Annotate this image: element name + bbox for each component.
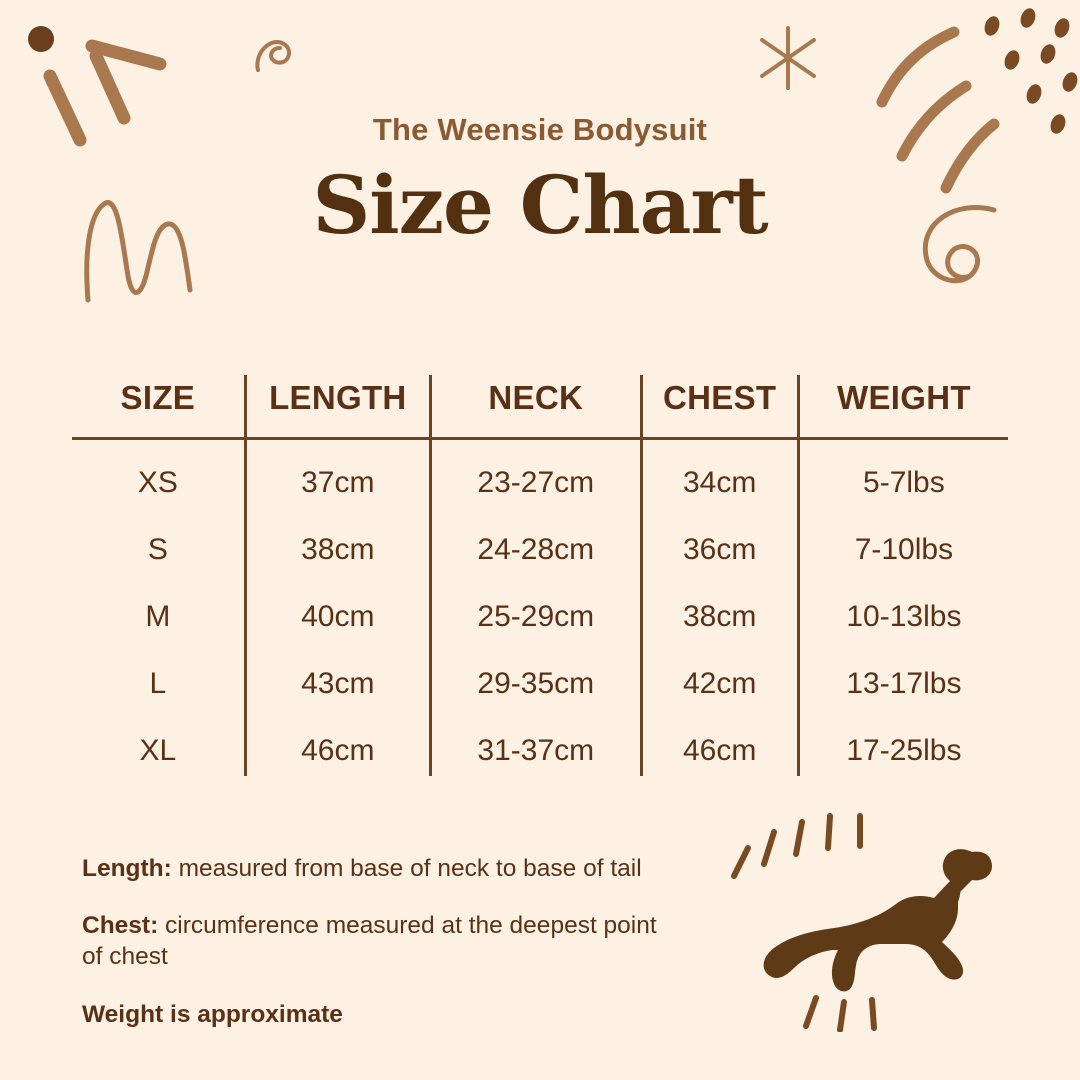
column-header-length: LENGTH: [245, 375, 430, 439]
sparkle-icon: [752, 22, 824, 94]
note-chest-text: circumference measured at the deepest point of chest: [82, 911, 657, 971]
cell-weight: 13-17lbs: [846, 667, 962, 700]
cell-chest: 36cm: [641, 516, 798, 583]
column-header-size: SIZE: [72, 375, 245, 439]
size-table: [72, 375, 1008, 776]
notes-section: [82, 828, 682, 1030]
note-length-label: Length:: [82, 854, 172, 882]
cell-size: L: [72, 650, 245, 717]
column-header-weight: WEIGHT: [837, 379, 971, 416]
note-chest: [82, 910, 682, 973]
cell-length: 37cm: [245, 439, 430, 517]
cell-length: 38cm: [245, 516, 430, 583]
cell-chest: 38cm: [641, 583, 798, 650]
cell-neck: 23-27cm: [430, 439, 641, 517]
spiral-small-icon: [248, 28, 304, 84]
cell-neck: 31-37cm: [430, 717, 641, 776]
cell-length: 46cm: [245, 717, 430, 776]
cell-weight: 7-10lbs: [854, 533, 954, 566]
cell-weight: 5-7lbs: [863, 466, 945, 499]
table-row: [72, 516, 1008, 583]
size-table-container: [72, 375, 1008, 776]
table-row: [72, 650, 1008, 717]
cell-chest: 34cm: [641, 439, 798, 517]
cell-neck: 24-28cm: [430, 516, 641, 583]
table-row: [72, 717, 1008, 776]
cell-chest: 42cm: [641, 650, 798, 717]
cell-weight: 17-25lbs: [846, 734, 962, 767]
note-length: [82, 853, 682, 884]
dachshund-icon: [720, 802, 1020, 1032]
note-chest-label: Chest:: [82, 911, 159, 939]
note-length-text: measured from base of neck to base of tail: [171, 854, 642, 882]
product-subtitle: The Weensie Bodysuit: [372, 112, 708, 147]
cell-size: XS: [72, 439, 245, 517]
cell-neck: 25-29cm: [430, 583, 641, 650]
cell-size: XL: [72, 717, 245, 776]
column-header-chest: CHEST: [641, 375, 798, 439]
table-row: [72, 583, 1008, 650]
table-body: [72, 439, 1008, 777]
column-header-neck: NECK: [430, 375, 641, 439]
dot-decoration-icon: [28, 26, 54, 52]
cell-chest: 46cm: [641, 717, 798, 776]
table-header: [72, 375, 1008, 439]
page-title: Size Chart: [312, 158, 768, 252]
page-header: [0, 112, 1080, 252]
table-header-row: [72, 375, 1008, 439]
cell-length: 40cm: [245, 583, 430, 650]
cell-neck: 29-35cm: [430, 650, 641, 717]
cell-size: M: [72, 583, 245, 650]
cell-size: S: [72, 516, 245, 583]
dog-illustration: [720, 802, 1020, 1032]
cell-weight: 10-13lbs: [846, 600, 962, 633]
table-row: [72, 439, 1008, 517]
cell-length: 43cm: [245, 650, 430, 717]
note-weight: Weight is approximate: [82, 1000, 343, 1028]
